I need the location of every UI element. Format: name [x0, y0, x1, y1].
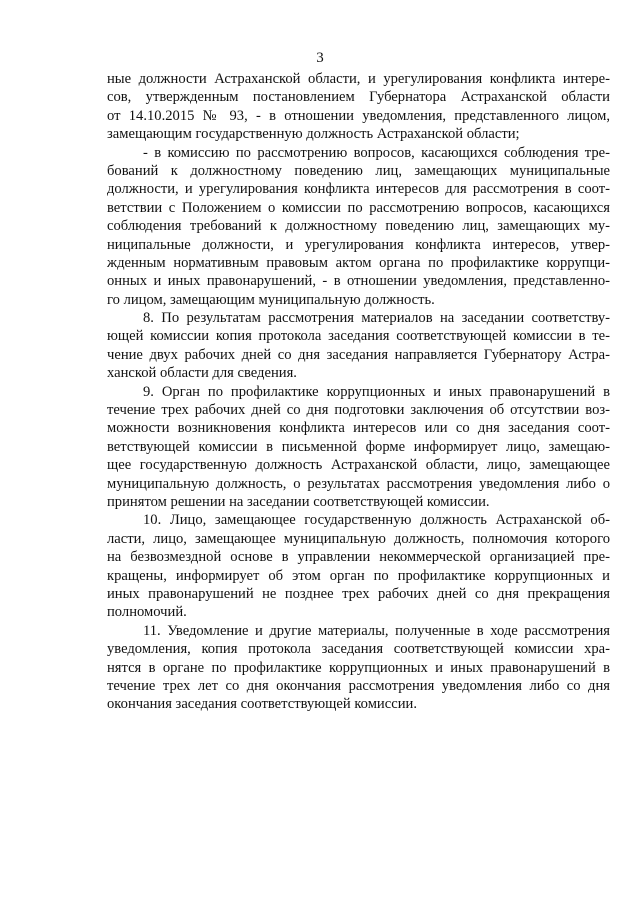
text-line: жденным нормативным правовым актом органа по профилактике коррупци-	[107, 254, 610, 271]
text-line: кращены, информирует об этом орган по профилактике коррупционных и	[107, 567, 610, 584]
text-line: иных правонарушений не позднее трех рабочих дней со дня прекращения	[107, 585, 610, 602]
text-line: от 14.10.2015 № 93, - в отношении уведомления, представленного лицом,	[107, 107, 610, 124]
text-line: на безвозмездной основе в управлении некоммерческой организацией пре-	[107, 549, 610, 566]
text-line: муниципальную должность, о результатах рассмотрения уведомления либо о	[107, 475, 610, 492]
text-line: сов, утвержденным постановлением Губернатора Астраханской области	[107, 89, 610, 106]
text-line: ные должности Астраханской области, и урегулирования конфликта интере-	[107, 71, 610, 87]
text-line: бований к должностному поведению лиц, замещающих муниципальные	[107, 162, 610, 179]
text-line: принятом решении на заседании соответствующей комиссии.	[107, 493, 490, 510]
text-line: можности возникновения конфликта интересов или со дня заседания соот-	[107, 420, 610, 437]
text-line: ветствии с Положением о комиссии по рассмотрению вопросов, касающихся	[107, 199, 610, 216]
text-line: должности, и урегулирования конфликта интересов для рассмотрения в соот-	[107, 181, 610, 198]
text-line: онных и иных правонарушений, - в отношении уведомления, представленно-	[107, 273, 610, 290]
page-number: 3	[316, 50, 324, 66]
paragraph-start-line: 10. Лицо, замещающее государственную должность Астраханской об-	[143, 512, 610, 529]
text-line: щее государственную должность Астраханской области, лицо, замещающее	[107, 457, 610, 474]
text-line: ниципальные должности, и урегулирования конфликта интересов, утвер-	[107, 236, 610, 253]
paragraph-start-line: 11. Уведомление и другие материалы, полученные в ходе рассмотрения	[143, 622, 610, 639]
text-line: ласти, лицо, замещающее муниципальную должность, полномочия которого	[107, 530, 610, 547]
text-line: го лицом, замещающим муниципальную должность.	[107, 291, 435, 308]
text-line: уведомления, копия протокола заседания соответствующей комиссии хра-	[107, 641, 610, 658]
text-line: ханской области для сведения.	[107, 365, 297, 382]
text-line: чение двух рабочих дней со дня заседания направляется Губернатору Астра-	[107, 346, 610, 363]
text-line: полномочий.	[107, 604, 187, 621]
paragraph-start-line: - в комиссию по рассмотрению вопросов, касающихся соблюдения тре-	[143, 144, 610, 161]
paragraph-start-line: 9. Орган по профилактике коррупционных и иных правонарушений в	[143, 383, 610, 400]
text-line: течение трех рабочих дней со дня подготовки заключения об отсутствии воз-	[107, 402, 610, 419]
document-body	[107, 70, 610, 714]
text-line: ющей комиссии копия протокола заседания соответствующей комиссии в те-	[107, 328, 610, 345]
text-line: нятся в органе по профилактике коррупционных и иных правонарушений в	[107, 659, 610, 676]
text-line: соблюдения требований к должностному поведению лиц, замещающих му-	[107, 218, 610, 235]
text-line: окончания заседания соответствующей комиссии.	[107, 696, 417, 713]
text-line: замещающим государственную должность Астраханской области;	[107, 126, 520, 143]
text-line: течение трех лет со дня окончания рассмотрения уведомления либо со дня	[107, 677, 610, 694]
text-line: ветствующей комиссии в письменной форме информирует лицо, замещаю-	[107, 438, 610, 455]
paragraph-start-line: 8. По результатам рассмотрения материалов на заседании соответству-	[143, 310, 610, 327]
